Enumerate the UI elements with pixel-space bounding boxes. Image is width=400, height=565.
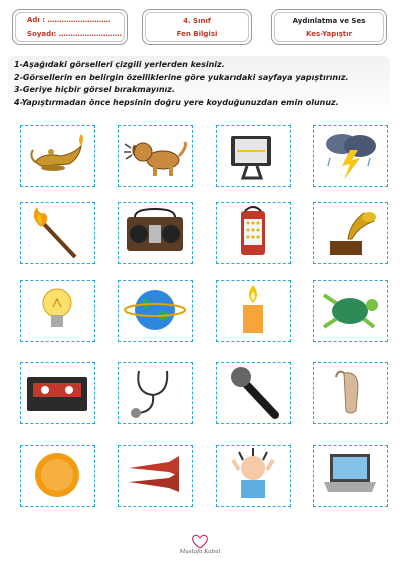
card-hearing-aid[interactable] — [313, 362, 388, 424]
card-light-bulb[interactable] — [20, 280, 95, 342]
instructions-panel — [8, 56, 390, 113]
name-field[interactable]: Adı : ……………………… — [27, 16, 111, 24]
student-name-box — [12, 9, 128, 45]
author-logo — [179, 532, 221, 562]
card-candle[interactable] — [216, 280, 291, 342]
earth-globe-icon — [119, 281, 191, 340]
subject-label: Fen Bilgisi — [176, 30, 218, 38]
activity-label: Kes-Yapıştır — [305, 30, 353, 38]
class-subject-box — [142, 9, 252, 45]
candle-icon — [217, 281, 289, 340]
card-turtle[interactable] — [313, 280, 388, 342]
stethoscope-icon — [119, 363, 191, 422]
author-signature: Mustafa Kabul — [179, 549, 221, 555]
card-torch[interactable] — [20, 202, 95, 264]
card-laptop[interactable] — [313, 445, 388, 507]
car-horn-icon — [119, 446, 191, 505]
card-floodlight[interactable] — [216, 125, 291, 187]
light-bulb-icon — [21, 281, 93, 340]
card-earth[interactable] — [118, 280, 193, 342]
laptop-icon — [314, 446, 386, 505]
barking-dog-icon — [119, 126, 191, 185]
card-sun[interactable] — [20, 445, 95, 507]
camping-lantern-icon — [217, 203, 289, 262]
hearing-aid-icon — [314, 363, 386, 422]
card-stethoscope[interactable] — [118, 362, 193, 424]
gramophone-icon — [314, 203, 386, 262]
stressed-man-icon — [217, 446, 289, 505]
card-gramophone[interactable] — [313, 202, 388, 264]
radio-cassette-icon — [119, 203, 191, 262]
card-oil-lamp[interactable] — [20, 125, 95, 187]
sun-icon — [21, 446, 93, 505]
instruction-4: 4-Yapıştırmadan önce hepsinin doğru yere koyduğunuzdan emin olunuz. — [14, 97, 339, 107]
card-car-horn[interactable] — [118, 445, 193, 507]
oil-lamp-icon — [21, 126, 93, 185]
card-barking-dog[interactable] — [118, 125, 193, 187]
heart-logo-icon — [179, 532, 221, 550]
turtle-icon — [314, 281, 386, 340]
card-cassette-tape[interactable] — [20, 362, 95, 424]
instruction-1: 1-Aşağıdaki görselleri çizgili yerlerden kesiniz. — [14, 60, 225, 69]
surname-field[interactable]: Soyadı: ……………………… — [27, 30, 122, 38]
topic-box — [271, 9, 387, 45]
instruction-2: 2-Görsellerin en belirgin özelliklerine göre yukarıdaki sayfaya yapıştırınız. — [14, 72, 349, 82]
card-camping-lantern[interactable] — [216, 202, 291, 264]
cassette-tape-icon — [21, 363, 93, 422]
torch-icon — [21, 203, 93, 262]
card-stressed-man[interactable] — [216, 445, 291, 507]
grade-label: 4. Sınıf — [183, 17, 211, 25]
card-radio-cassette[interactable] — [118, 202, 193, 264]
card-microphone[interactable] — [216, 362, 291, 424]
instruction-3: 3-Geriye hiçbir görsel bırakmayınız. — [14, 85, 175, 94]
floodlight-icon — [217, 126, 289, 185]
topic-label: Aydınlatma ve Ses — [292, 17, 366, 25]
card-thunderstorm[interactable] — [313, 125, 388, 187]
thunderstorm-icon — [314, 126, 386, 185]
microphone-icon — [217, 363, 289, 422]
